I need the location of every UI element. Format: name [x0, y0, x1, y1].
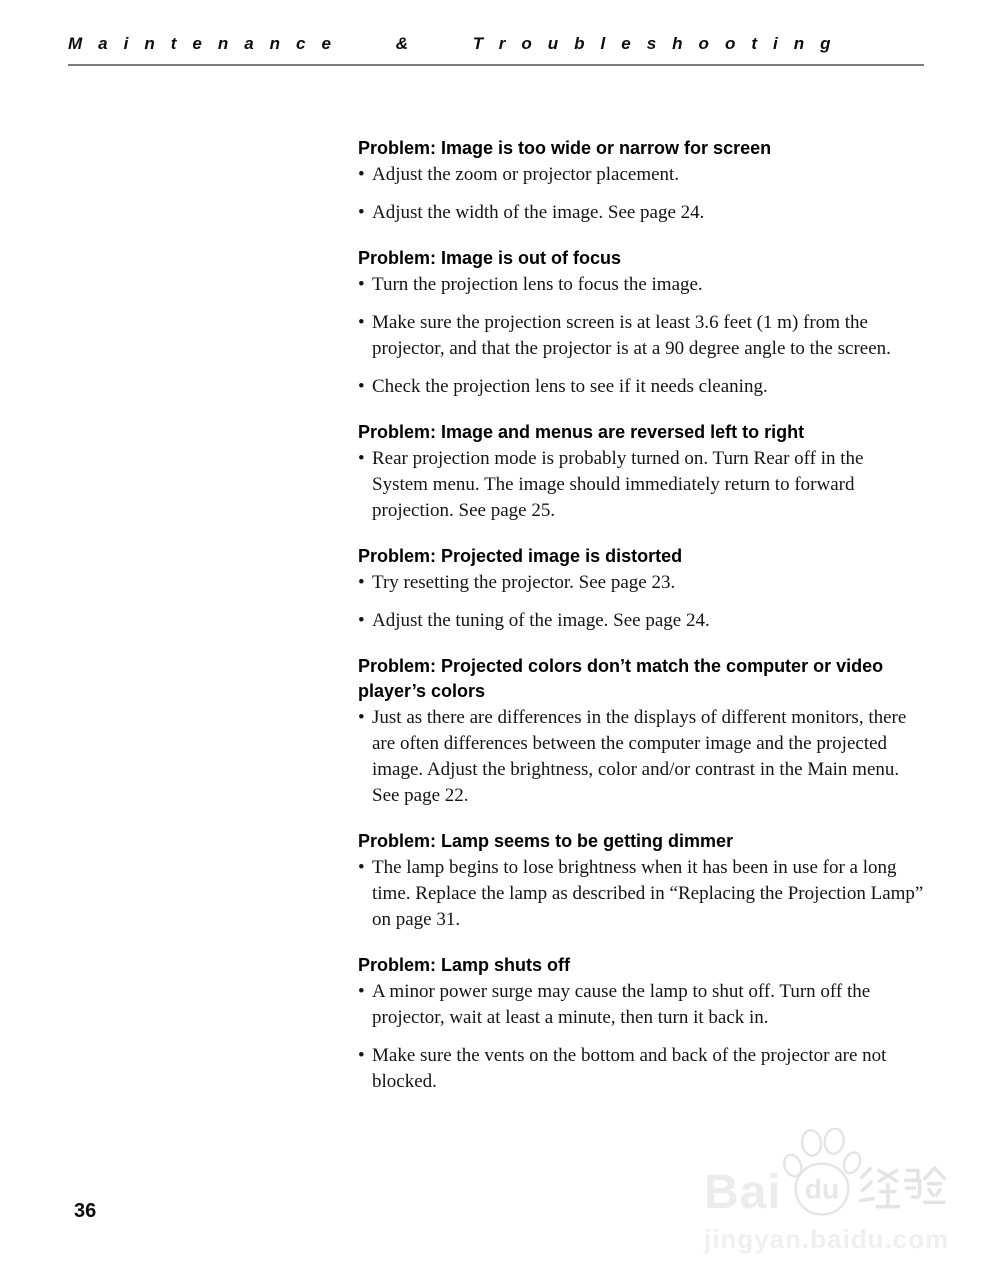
bullet-marker: • [358, 1045, 365, 1066]
list-item [358, 855, 924, 933]
bullet-marker: • [358, 610, 365, 631]
bullet-marker: • [358, 572, 365, 593]
page-number: 36 [74, 1200, 97, 1222]
list-item [358, 1043, 924, 1095]
baidu-jingyan-watermark [704, 1128, 948, 1252]
bullet-marker: • [358, 376, 365, 397]
bullet-marker: • [358, 981, 365, 1002]
bullet-marker: • [358, 274, 365, 295]
running-header-title: Maintenance & Troubleshooting [68, 34, 847, 53]
problem-heading: Problem: Lamp shuts off [358, 955, 571, 975]
problem-section [358, 544, 924, 634]
watermark-logo-row [704, 1128, 948, 1222]
list-item [358, 374, 924, 400]
solution-text: The lamp begins to lose brightness when it has been in use for a long time. Replace the lamp as described in “Replacing the Projection Lamp” on page 31. [372, 857, 924, 930]
solution-list [358, 162, 924, 226]
solution-list [358, 272, 924, 400]
list-item [358, 310, 924, 362]
solution-list [358, 855, 924, 933]
solution-list [358, 979, 924, 1095]
bullet-marker: • [358, 312, 365, 333]
problem-heading: Problem: Projected image is distorted [358, 546, 683, 566]
list-item [358, 272, 924, 298]
list-item [358, 608, 924, 634]
solution-text: Rear projection mode is probably turned on. Turn Rear off in the System menu. The image should immediately return to forward projection. See page 25. [372, 448, 864, 521]
list-item [358, 979, 924, 1031]
solution-list [358, 705, 924, 809]
bullet-marker: • [358, 707, 365, 728]
list-item [358, 200, 924, 226]
watermark-url: jingyan.baidu.com [704, 1224, 950, 1254]
bullet-marker: • [358, 164, 365, 185]
list-item [358, 705, 924, 809]
watermark-bai-text: Bai [704, 1166, 782, 1219]
list-item [358, 446, 924, 524]
troubleshooting-content [358, 136, 924, 1115]
baidu-paw-icon [778, 1128, 864, 1222]
list-item [358, 570, 924, 596]
list-item [358, 162, 924, 188]
problem-heading: Problem: Image and menus are reversed left to right [358, 422, 805, 442]
problem-heading: Problem: Lamp seems to be getting dimmer [358, 831, 734, 851]
problem-section [358, 829, 924, 933]
problem-section [358, 136, 924, 226]
solution-text: Make sure the vents on the bottom and back of the projector are not blocked. [372, 1045, 887, 1092]
problem-heading: Problem: Projected colors don’t match the computer or video player’s colors [358, 656, 884, 701]
problem-section [358, 654, 924, 809]
problem-section [358, 420, 924, 524]
bullet-marker: • [358, 202, 365, 223]
page-header [68, 34, 924, 66]
solution-text: Just as there are differences in the displays of different monitors, there are often differences between the computer image and the projected image. Adjust the brightness, color and/or contrast in the Main menu. See page 22. [372, 707, 907, 806]
svg-text:du: du [804, 1172, 839, 1205]
solution-text: A minor power surge may cause the lamp to shut off. Turn off the projector, wait at least a minute, then turn it back in. [372, 981, 871, 1028]
solution-text: Adjust the tuning of the image. See page 24. [372, 610, 710, 631]
solution-text: Adjust the zoom or projector placement. [372, 164, 680, 185]
solution-text: Turn the projection lens to focus the image. [372, 274, 703, 295]
solution-text: Make sure the projection screen is at least 3.6 feet (1 m) from the projector, and that the projector is at a 90 degree angle to the screen. [372, 312, 891, 359]
problem-section [358, 953, 924, 1095]
solution-list [358, 446, 924, 524]
solution-list [358, 570, 924, 634]
bullet-marker: • [358, 448, 365, 469]
solution-text: Try resetting the projector. See page 23. [372, 572, 676, 593]
problem-heading: Problem: Image is too wide or narrow for screen [358, 138, 772, 158]
problem-heading: Problem: Image is out of focus [358, 248, 622, 268]
watermark-cjk-text [858, 1163, 946, 1215]
solution-text: Check the projection lens to see if it needs cleaning. [372, 376, 768, 397]
solution-text: Adjust the width of the image. See page 24. [372, 202, 705, 223]
problem-section [358, 246, 924, 400]
bullet-marker: • [358, 857, 365, 878]
